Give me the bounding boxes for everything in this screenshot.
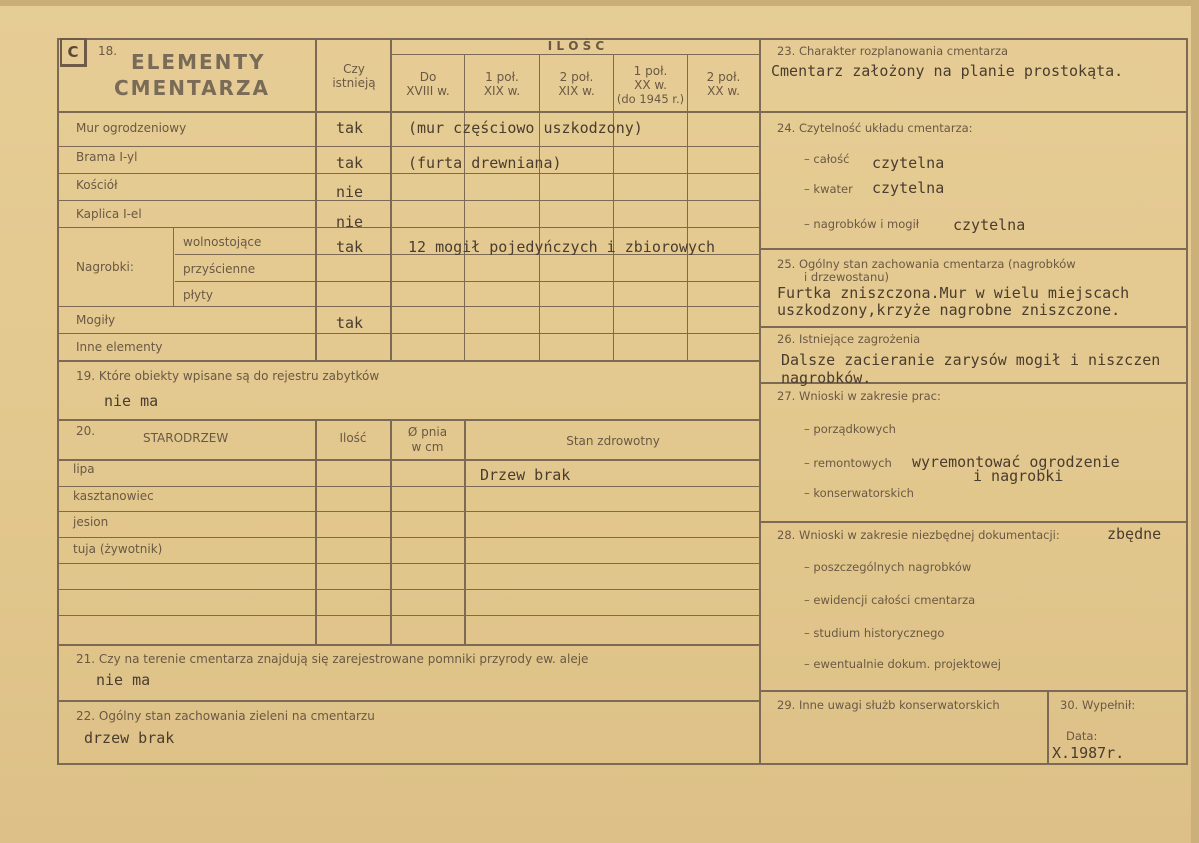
rule — [175, 281, 760, 282]
q27-answer-l2: i nagrobki — [973, 467, 1064, 485]
row-label-inne: Inne elementy — [76, 340, 163, 354]
q24-label: 24. Czytelność układu cmentarza: — [777, 121, 973, 135]
rule — [57, 173, 760, 174]
rule — [759, 111, 1188, 113]
period-2-line1: 1 poł. — [485, 70, 519, 84]
title-line2: CMENTARZA — [114, 76, 270, 100]
period-4-line3: (do 1945 r.) — [616, 92, 685, 106]
period-5-line2: XX w. — [707, 84, 740, 98]
row-czy-mogily: tak — [336, 314, 364, 332]
q25-label-l1: 25. Ogólny stan zachowania cmentarza (nagrobków — [777, 257, 1076, 271]
rule — [759, 38, 1188, 40]
rule — [57, 227, 760, 228]
card-right-edge — [1191, 0, 1199, 843]
period-4-line1: 1 poł. — [633, 64, 668, 78]
q27-item-porzadkowych: – porządkowych — [804, 422, 896, 436]
q27-item-konserwatorskich: – konserwatorskich — [804, 486, 914, 500]
q24-item-kwater: – kwater — [804, 182, 853, 196]
q30-data-label: Data: — [1066, 729, 1098, 743]
q26-answer-l1: Dalsze zacieranie zarysów mogił i niszczen — [781, 351, 1161, 369]
rule — [57, 38, 59, 765]
q20-col-pien-1: Ø pnia — [407, 425, 448, 439]
section-number: 18. — [98, 44, 118, 58]
q30-data-value: X.1987r. — [1052, 744, 1125, 762]
q28-item-3: – studium historycznego — [804, 626, 945, 640]
rule — [57, 563, 760, 564]
row-note-wolnostojace: 12 mogił pojedyńczych i zbiorowych — [408, 238, 716, 256]
title-line1: ELEMENTY — [131, 50, 266, 74]
row-label-nagrobki: Nagrobki: — [76, 260, 134, 274]
rule — [173, 227, 174, 307]
period-3-line2: XIX w. — [558, 84, 595, 98]
q20-number: 20. — [76, 424, 96, 438]
section-letter-box: C — [60, 38, 87, 67]
row-czy-kosciol: nie — [336, 183, 364, 201]
q20-col-ilosc: Ilość — [339, 431, 367, 445]
tree-kasztanowiec: kasztanowiec — [73, 489, 154, 503]
rule — [57, 589, 760, 590]
rule — [57, 146, 760, 147]
rule — [57, 306, 760, 307]
q28-answer: zbędne — [1107, 525, 1162, 543]
rule — [57, 200, 760, 201]
period-3-line1: 2 poł. — [559, 70, 594, 84]
q25-answer-l1: Furtka zniszczona.Mur w wielu miejscach — [777, 284, 1130, 302]
tree-jesion: jesion — [73, 515, 109, 529]
rule — [57, 511, 760, 512]
q24-item-calosc: – całość — [804, 152, 850, 166]
row-note-brama: (furta drewniana) — [408, 154, 562, 172]
q25-label-l2: i drzewostanu) — [804, 270, 890, 284]
rule — [464, 419, 466, 645]
row-label-mur: Mur ogrodzeniowy — [76, 121, 187, 135]
q23-answer: Cmentarz założony na planie prostokąta. — [771, 62, 1124, 80]
tree-tuja: tuja (żywotnik) — [73, 542, 163, 556]
rule — [57, 333, 760, 334]
q21-answer: nie ma — [96, 671, 151, 689]
q28-item-4: – ewentualnie dokum. projektowej — [804, 657, 1001, 671]
q20-col-stan: Stan zdrowotny — [566, 434, 660, 448]
rule — [57, 644, 760, 646]
rule — [759, 326, 1188, 328]
rule — [57, 486, 760, 487]
period-2-line2: XIX w. — [483, 84, 521, 98]
rule — [759, 38, 761, 765]
row-note-mur: (mur częściowo uszkodzony) — [408, 119, 643, 137]
period-5-line1: 2 poł. — [706, 70, 741, 84]
rule — [464, 55, 465, 361]
q20-col-pien-2: w cm — [411, 440, 444, 454]
q24-answer-kwater: czytelna — [872, 179, 945, 197]
q24-answer-nagrobkow: czytelna — [953, 216, 1026, 234]
tree-lipa: lipa — [73, 462, 95, 476]
row-label-plyty: płyty — [183, 288, 213, 302]
row-label-przyscienne: przyścienne — [183, 262, 256, 276]
q19-answer: nie ma — [104, 392, 159, 410]
col-ilosc-header: I L O Ś C — [547, 39, 605, 53]
q24-item-nagrobkow: – nagrobków i mogił — [804, 217, 920, 231]
q22-answer: drzew brak — [84, 729, 175, 747]
q25-answer-l2: uszkodzony,krzyże nagrobne zniszczone. — [777, 301, 1121, 319]
rule — [759, 690, 1188, 692]
row-label-kosciol: Kościół — [76, 178, 118, 192]
q28-item-2: – ewidencji całości cmentarza — [804, 593, 976, 607]
q29-label: 29. Inne uwagi służb konserwatorskich — [777, 698, 1000, 712]
q20-title: STARODRZEW — [143, 431, 229, 445]
card-top-edge — [0, 0, 1199, 6]
rule — [759, 248, 1188, 250]
q24-answer-calosc: czytelna — [872, 154, 945, 172]
q22-label: 22. Ogólny stan zachowania zieleni na cmentarzu — [76, 709, 375, 723]
rule — [539, 55, 540, 361]
q27-answer-l1: wyremontować ogrodzenie — [912, 453, 1120, 471]
period-4-line2: XX w. — [634, 78, 667, 92]
col-czy-line1: Czy — [343, 62, 365, 76]
rule — [57, 700, 760, 702]
row-czy-wolnostojace: tak — [336, 238, 364, 256]
q23-label: 23. Charakter rozplanowania cmentarza — [777, 44, 1009, 58]
row-czy-mur: tak — [336, 119, 364, 137]
rule — [1186, 38, 1188, 765]
rule — [315, 419, 317, 645]
row-label-brama: Brama I-yl — [76, 150, 138, 164]
rule — [1047, 690, 1049, 765]
col-czy-line2: istnieją — [332, 76, 376, 90]
rule — [391, 54, 760, 55]
row-label-mogily: Mogiły — [76, 313, 116, 327]
q26-answer-l2: nagrobków. — [781, 369, 872, 387]
q21-label: 21. Czy na terenie cmentarza znajdują się zarejestrowane pomniki przyrody ew. aleje — [76, 652, 589, 666]
rule — [57, 537, 760, 538]
q27-item-remontowych: – remontowych — [804, 456, 892, 470]
rule — [315, 38, 317, 361]
q20-stan-answer: Drzew brak — [480, 466, 571, 484]
rule — [57, 615, 760, 616]
q30-label: 30. Wypełnił: — [1060, 698, 1136, 712]
q28-item-1: – poszczególnych nagrobków — [804, 560, 972, 574]
rule — [759, 521, 1188, 523]
q28-label: 28. Wnioski w zakresie niezbędnej dokumentacji: — [777, 528, 1060, 542]
rule — [57, 459, 760, 461]
period-1-line2: XVIII w. — [406, 84, 450, 98]
row-label-wolnostojace: wolnostojące — [183, 235, 262, 249]
rule — [57, 360, 760, 362]
rule — [57, 763, 1188, 765]
row-label-kaplica: Kaplica I-el — [76, 207, 142, 221]
q27-label: 27. Wnioski w zakresie prac: — [777, 389, 941, 403]
period-1-line1: Do — [419, 70, 437, 84]
row-czy-brama: tak — [336, 154, 364, 172]
rule — [57, 419, 760, 421]
q26-label: 26. Istniejące zagrożenia — [777, 332, 921, 346]
q19-label: 19. Które obiekty wpisane są do rejestru zabytków — [76, 369, 380, 383]
row-czy-kaplica: nie — [336, 213, 364, 231]
rule — [57, 111, 760, 113]
